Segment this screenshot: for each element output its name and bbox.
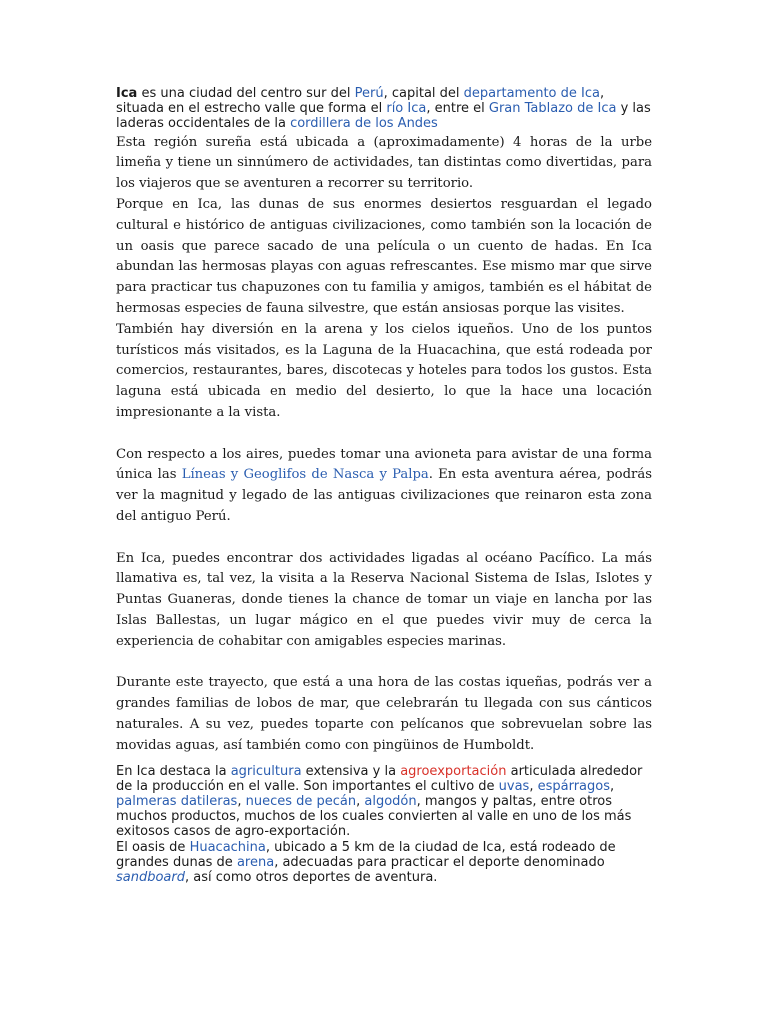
link-lineas-nasca[interactable]: Líneas y Geoglifos de Nasca y Palpa	[181, 467, 429, 483]
paragraph-oasis: El oasis de Huacachina, ubicado a 5 km de la ciudad de Ica, está rodeado de grandes dunas de arena, adecuadas para practicar el deporte denominado sandboard, así como otros deportes de aventura.	[116, 839, 616, 885]
link-nueces-pecan[interactable]: nueces de pecán	[245, 793, 357, 809]
paragraph-oceano: En Ica, puedes encontrar dos actividades ligadas al océano Pacífico. La más llamativa es, tal vez, la visita a la Reserva Nacional Sistema de Islas, Islotes y Puntas Guaneras, donde tienes la chance de tomar un viaje en lancha por las Islas Ballestas, un lugar mágico en el que puedes vivir muy de cerca la experiencia de cohabitar con amigables especies marinas.	[116, 550, 652, 649]
paragraph-aires: Con respecto a los aires, puedes tomar una avioneta para avistar de una forma única las Líneas y Geoglifos de Nasca y Palpa. En esta aventura aérea, podrás ver la magnitud y legado de las antiguas civilizaciones que reinaron esta zona del antiguo Perú.	[116, 446, 652, 524]
link-sandboard[interactable]: sandboard	[116, 869, 185, 885]
document-page	[116, 86, 652, 885]
link-uvas[interactable]: uvas	[498, 778, 530, 794]
link-agroexportacion[interactable]: agroexportación	[400, 763, 507, 779]
intro-paragraph: Ica es una ciudad del centro sur del Perú, capital del departamento de Ica, situada en el estrecho valle que forma el río Ica, entre el Gran Tablazo de Ica y las laderas occidentales de la cordillera de los Andes	[116, 86, 651, 132]
link-rio-ica[interactable]: río Ica	[386, 101, 427, 117]
link-esparragos[interactable]: espárragos	[537, 778, 610, 794]
paragraph-trayecto: Durante este trayecto, que está a una hora de las costas iqueñas, podrás ver a grandes familias de lobos de mar, que celebrarán tu llegada con sus cánticos naturales. A su vez, puedes toparte con pelícanos que sobrevuelan sobre las movidas aguas, así también como con pingüinos de Humboldt.	[116, 675, 652, 753]
spacer	[116, 653, 652, 674]
link-palmeras-datileras[interactable]: palmeras datileras	[116, 793, 238, 809]
link-gran-tablazo[interactable]: Gran Tablazo de Ica	[488, 101, 617, 117]
link-departamento-ica[interactable]: departamento de Ica	[463, 86, 600, 101]
paragraph-dunas: Porque en Ica, las dunas de sus enormes desiertos resguardan el legado cultural e histórico de antiguas civilizaciones, como también son la locación de un oasis que parece sacado de una película o un cuento de hadas. En Ica abundan las hermosas playas con aguas refrescantes. Ese mismo mar que sirve para practicar tus chapuzones con tu familia y amigos, también es el hábitat de hermosas especies de fauna silvestre, que están ansiosas porque las visites.	[116, 197, 652, 316]
link-agricultura[interactable]: agricultura	[230, 763, 302, 779]
link-huacachina[interactable]: Huacachina	[189, 839, 266, 855]
paragraph-agricultura: En Ica destaca la agricultura extensiva y la agroexportación articulada alrededor de la producción en el valle. Son importantes el cultivo de uvas, espárragos, palmeras datileras, nueces de pecán, algodón, mangos y paltas, entre otros muchos productos, muchos de los cuales convierten al valle en uno de los más exitosos casos de agro-exportación.	[116, 763, 643, 840]
link-arena[interactable]: arena	[236, 854, 275, 870]
link-cordillera-andes[interactable]: cordillera de los Andes	[290, 116, 438, 132]
spacer	[116, 528, 652, 549]
paragraph-region: Esta región sureña está ubicada a (aproximadamente) 4 horas de la urbe limeña y tiene un sinnúmero de actividades, tan distintas como divertidas, para los viajeros que se aventuren a recorrer su territorio.	[116, 134, 652, 192]
link-algodon[interactable]: algodón	[364, 793, 417, 809]
link-peru[interactable]: Perú	[354, 86, 384, 101]
paragraph-huacachina: También hay diversión en la arena y los cielos iqueños. Uno de los puntos turísticos más visitados, es la Laguna de la Huacachina, que está rodeada por comercios, restaurantes, bares, discotecas y hoteles para todos los gustos. Esta laguna está ubicada en medio del desierto, lo que la hace una locación impresionante a la vista.	[116, 321, 652, 420]
spacer	[116, 424, 652, 445]
term-ica: Ica	[116, 86, 138, 101]
